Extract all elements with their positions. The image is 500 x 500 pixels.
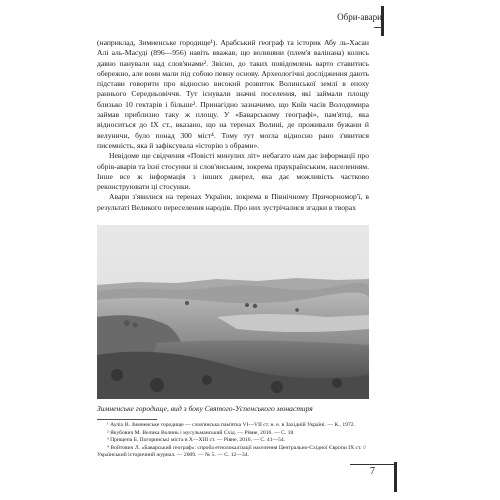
paragraph-2: Невідоме ще свідчення «Повісті минулих літ» небагато нам дає інформації про обрів-аварів та їхні стосунки зі слов'янським, зокрема праукраїнським, населенням. Інше все ж інформація з інших джерел, яка дає можливість частково реконструювати ці стосунки. bbox=[97, 151, 369, 192]
page-number-marker bbox=[394, 462, 397, 492]
photo-illustration bbox=[97, 225, 369, 399]
body-text bbox=[97, 38, 369, 213]
landscape-photo bbox=[97, 225, 369, 399]
footnote-rule bbox=[97, 419, 157, 420]
running-head: Обри-авари bbox=[337, 12, 382, 22]
footnotes bbox=[97, 422, 369, 460]
page-number-rule bbox=[350, 464, 395, 465]
footnote-3: ³ Прищепа Б. Погоринські міста в X—XIII ст. — Рівне, 2016. — С. 41—54. bbox=[107, 437, 286, 444]
paragraph-3: Авари з'явилися на теренах України, зокрема в Північному Причорномор'ї, в результаті Великого переселення народів. Про них зустрічалися згадки в творах bbox=[97, 192, 369, 212]
footnote-1: ¹ Ауліх В. Зимненське городище — слов'янська пам'ятка VI—VII ст. н. е. в Західній Україні. — К., 1972. bbox=[107, 422, 355, 428]
paragraph-1: (наприклад, Зимненське городище¹). Арабський географ та історик Абу ль-Хасан Алі аль-Масуді (896—956) навіть вважав, що волиняни (плем'я валінана) колись давно панували над слов'янами². Звісно, до таких повідомлень варто ставитись обережно, але вони мали під собою певну основу. Археологічні дослідження дають підстави говорити про відносно високий розвиток Волинської землі в епоху раннього Середньовіччя. Тут існували значні поселення, які займали площу близько 10 гектарів і більше³. Принагідно зазначимо, що Київ часів Володимира займав приблизно таку ж площу. У «Баварському географі», пам'ятці, яка відноситься до ІХ ст., вказано, що на теренах Волині, де проживали бужани й велуничи, було понад 300 міст⁴. Тому тут могла відносно рано з'явитися писемність, яка й зафіксувала «історію з обрами». bbox=[97, 38, 369, 150]
running-head-rule bbox=[374, 27, 382, 28]
page-number: 7 bbox=[370, 466, 375, 477]
footnote-2: ² Якубович М. Велика Волинь і мусульманський Схід. — Рівне, 2016. — С. 18. bbox=[107, 429, 295, 436]
footnote-4: ⁴ Войтович Л. «Баварський географ»: спроба етнолокалізації населення Центрально-Східної Європи IX ст. // Український історичний журнал. — 2009. — № 5. — С. 12—34. bbox=[97, 444, 366, 459]
photo-caption: Зимненське городище, вид з боку Святого-Успенського монастиря bbox=[97, 404, 313, 413]
